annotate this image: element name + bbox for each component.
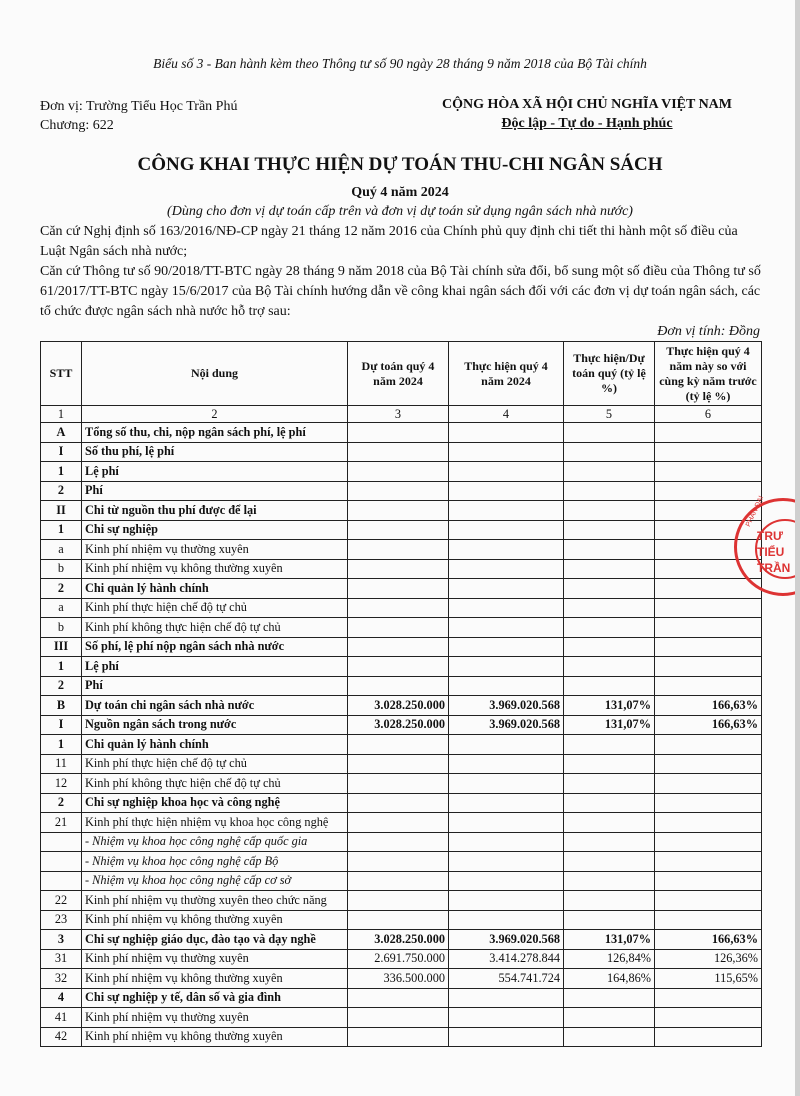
row-actual (449, 462, 564, 482)
row-yoy (655, 657, 762, 677)
row-content: Chi sự nghiệp (82, 520, 348, 540)
row-ratio: 126,84% (564, 949, 655, 969)
row-stt: 22 (41, 891, 82, 911)
row-estimate (348, 520, 449, 540)
row-yoy: 126,36% (655, 949, 762, 969)
table-row (41, 793, 762, 813)
row-ratio (564, 1008, 655, 1028)
row-content: Chi sự nghiệp giáo dục, đào tạo và dạy nghề (82, 930, 348, 950)
row-estimate (348, 1008, 449, 1028)
row-content: - Nhiệm vụ khoa học công nghệ cấp quốc gia (82, 832, 348, 852)
row-yoy: 166,63% (655, 696, 762, 716)
row-yoy (655, 481, 762, 501)
row-actual (449, 988, 564, 1008)
table-row (41, 442, 762, 462)
column-index: 4 (449, 406, 564, 423)
table-row (41, 832, 762, 852)
row-ratio (564, 676, 655, 696)
row-stt: 3 (41, 930, 82, 950)
row-estimate (348, 618, 449, 638)
row-ratio (564, 657, 655, 677)
row-estimate (348, 832, 449, 852)
row-ratio (564, 618, 655, 638)
row-content: Kinh phí không thực hiện chế độ tự chủ (82, 618, 348, 638)
header-actual: Thực hiện quý 4 năm 2024 (449, 342, 564, 406)
row-content: Kinh phí nhiệm vụ không thường xuyên (82, 1027, 348, 1047)
row-yoy (655, 579, 762, 599)
row-ratio (564, 481, 655, 501)
table-row (41, 559, 762, 579)
row-actual (449, 891, 564, 911)
row-estimate (348, 676, 449, 696)
row-content: Lệ phí (82, 657, 348, 677)
row-estimate: 336.500.000 (348, 969, 449, 989)
table-row (41, 891, 762, 911)
header-ratio: Thực hiện/Dự toán quý (tỷ lệ %) (564, 342, 655, 406)
row-ratio: 131,07% (564, 930, 655, 950)
row-ratio (564, 540, 655, 560)
row-stt: 2 (41, 676, 82, 696)
row-content: Phí (82, 676, 348, 696)
row-ratio (564, 852, 655, 872)
row-ratio (564, 501, 655, 521)
row-content: Kinh phí không thực hiện chế độ tự chủ (82, 774, 348, 794)
row-yoy (655, 891, 762, 911)
row-actual (449, 1027, 564, 1047)
row-stt: b (41, 559, 82, 579)
row-content: Kinh phí thực hiện chế độ tự chủ (82, 598, 348, 618)
row-content: Chi từ nguồn thu phí được để lại (82, 501, 348, 521)
row-content: Chi quản lý hành chính (82, 579, 348, 599)
column-index-row (41, 406, 762, 423)
row-stt: 31 (41, 949, 82, 969)
row-estimate (348, 501, 449, 521)
row-yoy (655, 676, 762, 696)
table-row (41, 598, 762, 618)
column-index: 3 (348, 406, 449, 423)
row-estimate (348, 579, 449, 599)
table-row (41, 735, 762, 755)
row-content: Nguồn ngân sách trong nước (82, 715, 348, 735)
unit-block (40, 97, 237, 135)
row-ratio (564, 891, 655, 911)
table-row (41, 969, 762, 989)
table-row (41, 715, 762, 735)
report-period: Quý 4 năm 2024 (351, 185, 449, 200)
row-estimate (348, 774, 449, 794)
row-content: Chi sự nghiệp khoa học và công nghệ (82, 793, 348, 813)
row-stt: a (41, 540, 82, 560)
seal-rim-text: PHÂN ĐẠI (745, 495, 766, 528)
row-yoy (655, 754, 762, 774)
legal-basis-decree: Căn cứ Nghị định số 163/2016/NĐ-CP ngày 21 tháng 12 năm 2016 của Chính phủ quy định chi tiết thi hành một số điều của Luật Ngân sách nhà nước; (40, 224, 738, 259)
row-yoy (655, 442, 762, 462)
table-row (41, 657, 762, 677)
row-content: Dự toán chi ngân sách nhà nước (82, 696, 348, 716)
table-row (41, 910, 762, 930)
row-estimate (348, 735, 449, 755)
row-yoy (655, 988, 762, 1008)
row-content: Kinh phí nhiệm vụ thường xuyên (82, 949, 348, 969)
row-ratio (564, 754, 655, 774)
row-estimate (348, 754, 449, 774)
row-estimate (348, 559, 449, 579)
row-yoy (655, 423, 762, 443)
table-row (41, 1027, 762, 1047)
row-stt: 4 (41, 988, 82, 1008)
row-ratio: 131,07% (564, 715, 655, 735)
document-title: CÔNG KHAI THỰC HIỆN DỰ TOÁN THU-CHI NGÂN SÁCH (137, 154, 663, 175)
row-ratio (564, 832, 655, 852)
table-row (41, 501, 762, 521)
table-row (41, 754, 762, 774)
row-estimate (348, 442, 449, 462)
table-row (41, 423, 762, 443)
row-stt: 21 (41, 813, 82, 833)
row-ratio (564, 774, 655, 794)
row-stt: a (41, 598, 82, 618)
unit-name: Đơn vị: Trường Tiểu Học Trần Phú (40, 99, 238, 114)
row-actual (449, 559, 564, 579)
row-stt: 11 (41, 754, 82, 774)
row-actual (449, 540, 564, 560)
row-stt: 2 (41, 579, 82, 599)
table-row (41, 540, 762, 560)
row-yoy (655, 598, 762, 618)
table-row (41, 871, 762, 891)
row-estimate (348, 637, 449, 657)
legal-basis-circular: Căn cứ Thông tư số 90/2018/TT-BTC ngày 28 tháng 9 năm 2018 của Bộ Tài chính sửa đổi, bổ sung một số điều của Thông tư số 61/2017/TT-BTC ngày 15/6/2017 của Bộ Tài chính hướng dẫn về công khai ngân sách đối với các đơn vị dự toán ngân sách, các tổ chức được ngân sách nhà nước hỗ trợ sau: (40, 264, 761, 319)
row-content: Lệ phí (82, 462, 348, 482)
table-row (41, 676, 762, 696)
row-actual: 554.741.724 (449, 969, 564, 989)
row-estimate (348, 988, 449, 1008)
row-actual: 3.414.278.844 (449, 949, 564, 969)
row-content: Kinh phí nhiệm vụ không thường xuyên (82, 559, 348, 579)
row-actual (449, 481, 564, 501)
row-ratio (564, 813, 655, 833)
seal-text: TRƯ (757, 529, 783, 543)
row-estimate (348, 462, 449, 482)
row-stt (41, 871, 82, 891)
row-actual: 3.969.020.568 (449, 930, 564, 950)
table-row (41, 852, 762, 872)
row-stt (41, 832, 82, 852)
row-yoy: 166,63% (655, 715, 762, 735)
currency-unit: Đơn vị tính: Đồng (657, 324, 760, 339)
row-actual: 3.969.020.568 (449, 696, 564, 716)
row-estimate (348, 813, 449, 833)
row-actual (449, 793, 564, 813)
table-row (41, 696, 762, 716)
row-ratio (564, 793, 655, 813)
row-stt: 42 (41, 1027, 82, 1047)
row-ratio (564, 637, 655, 657)
row-content: Chi quản lý hành chính (82, 735, 348, 755)
row-ratio: 164,86% (564, 969, 655, 989)
regulation-note: Biểu số 3 - Ban hành kèm theo Thông tư số 90 ngày 28 tháng 9 năm 2018 của Bộ Tài chính (153, 56, 647, 71)
header-yoy: Thực hiện quý 4 năm này so với cùng kỳ năm trước (tỷ lệ %) (655, 342, 762, 406)
row-ratio (564, 1027, 655, 1047)
row-yoy (655, 1027, 762, 1047)
row-estimate (348, 423, 449, 443)
row-estimate (348, 1027, 449, 1047)
row-yoy (655, 1008, 762, 1028)
row-actual (449, 579, 564, 599)
row-content: Kinh phí thực hiện chế độ tự chủ (82, 754, 348, 774)
row-stt: 41 (41, 1008, 82, 1028)
row-actual (449, 832, 564, 852)
row-yoy: 166,63% (655, 930, 762, 950)
row-yoy (655, 852, 762, 872)
row-stt: 1 (41, 735, 82, 755)
row-stt: 32 (41, 969, 82, 989)
row-actual (449, 852, 564, 872)
row-estimate: 3.028.250.000 (348, 715, 449, 735)
row-estimate (348, 871, 449, 891)
row-yoy (655, 813, 762, 833)
row-estimate (348, 910, 449, 930)
column-index: 1 (41, 406, 82, 423)
row-actual (449, 598, 564, 618)
row-estimate (348, 481, 449, 501)
row-content: - Nhiệm vụ khoa học công nghệ cấp cơ sở (82, 871, 348, 891)
row-stt: I (41, 442, 82, 462)
row-actual (449, 637, 564, 657)
row-actual (449, 618, 564, 638)
row-content: Chi sự nghiệp y tế, dân số và gia đình (82, 988, 348, 1008)
row-estimate (348, 657, 449, 677)
row-actual (449, 1008, 564, 1028)
row-actual: 3.969.020.568 (449, 715, 564, 735)
row-estimate (348, 598, 449, 618)
row-stt: 23 (41, 910, 82, 930)
table-row (41, 481, 762, 501)
row-ratio (564, 735, 655, 755)
row-actual (449, 813, 564, 833)
row-content: Kinh phí nhiệm vụ thường xuyên theo chức năng (82, 891, 348, 911)
table-row (41, 520, 762, 540)
seal-text: TRẦN (757, 561, 791, 575)
table-row (41, 949, 762, 969)
row-content: Kinh phí thực hiện nhiệm vụ khoa học công nghệ (82, 813, 348, 833)
row-ratio (564, 871, 655, 891)
row-content: Kinh phí nhiệm vụ không thường xuyên (82, 969, 348, 989)
row-content: Kinh phí nhiệm vụ không thường xuyên (82, 910, 348, 930)
row-yoy (655, 774, 762, 794)
table-row (41, 988, 762, 1008)
row-yoy: 115,65% (655, 969, 762, 989)
row-ratio (564, 910, 655, 930)
row-estimate (348, 793, 449, 813)
row-yoy (655, 462, 762, 482)
header-estimate: Dự toán quý 4 năm 2024 (348, 342, 449, 406)
table-row (41, 813, 762, 833)
row-yoy (655, 735, 762, 755)
table-row (41, 930, 762, 950)
row-yoy (655, 871, 762, 891)
column-index: 2 (82, 406, 348, 423)
row-content: Phí (82, 481, 348, 501)
scan-edge (795, 0, 800, 1096)
table-row (41, 774, 762, 794)
row-actual (449, 442, 564, 462)
row-ratio (564, 520, 655, 540)
row-ratio (564, 598, 655, 618)
row-ratio (564, 988, 655, 1008)
row-stt: B (41, 696, 82, 716)
row-estimate (348, 540, 449, 560)
row-stt (41, 852, 82, 872)
row-stt: III (41, 637, 82, 657)
table-row (41, 637, 762, 657)
row-actual (449, 501, 564, 521)
row-ratio (564, 462, 655, 482)
row-yoy (655, 793, 762, 813)
row-stt: A (41, 423, 82, 443)
republic-name: CỘNG HÒA XÃ HỘI CHỦ NGHĨA VIỆT NAM (441, 97, 732, 112)
table-row (41, 462, 762, 482)
row-ratio: 131,07% (564, 696, 655, 716)
row-yoy (655, 832, 762, 852)
row-yoy (655, 637, 762, 657)
row-ratio (564, 423, 655, 443)
row-content: Kinh phí nhiệm vụ thường xuyên (82, 1008, 348, 1028)
row-actual (449, 676, 564, 696)
row-actual (449, 910, 564, 930)
table-row (41, 618, 762, 638)
row-estimate (348, 891, 449, 911)
row-actual (449, 735, 564, 755)
header-content: Nội dung (82, 342, 348, 406)
budget-table (40, 341, 762, 1047)
row-content: Tổng số thu, chi, nộp ngân sách phí, lệ phí (82, 423, 348, 443)
row-actual (449, 423, 564, 443)
row-content: - Nhiệm vụ khoa học công nghệ cấp Bộ (82, 852, 348, 872)
row-content: Số phí, lệ phí nộp ngân sách nhà nước (82, 637, 348, 657)
row-stt: 1 (41, 462, 82, 482)
row-ratio (564, 559, 655, 579)
row-actual (449, 520, 564, 540)
table-header-row (41, 342, 762, 406)
table-row (41, 1008, 762, 1028)
table-row (41, 579, 762, 599)
row-stt: 1 (41, 657, 82, 677)
national-motto: Độc lập - Tự do - Hạnh phúc (501, 116, 673, 131)
row-ratio (564, 442, 655, 462)
row-estimate: 2.691.750.000 (348, 949, 449, 969)
legal-basis (40, 222, 765, 322)
row-estimate (348, 852, 449, 872)
column-index: 6 (655, 406, 762, 423)
national-heading (412, 95, 762, 133)
column-index: 5 (564, 406, 655, 423)
row-content: Số thu phí, lệ phí (82, 442, 348, 462)
row-yoy (655, 910, 762, 930)
row-actual (449, 754, 564, 774)
usage-note: (Dùng cho đơn vị dự toán cấp trên và đơn vị dự toán sử dụng ngân sách nhà nước) (167, 204, 633, 219)
row-content: Kinh phí nhiệm vụ thường xuyên (82, 540, 348, 560)
header-stt: STT (41, 342, 82, 406)
row-stt: 2 (41, 793, 82, 813)
row-actual (449, 871, 564, 891)
row-yoy (655, 618, 762, 638)
row-stt: 1 (41, 520, 82, 540)
seal-text: TIỂU (757, 545, 785, 559)
row-estimate: 3.028.250.000 (348, 930, 449, 950)
row-stt: 12 (41, 774, 82, 794)
row-stt: 2 (41, 481, 82, 501)
row-stt: b (41, 618, 82, 638)
row-actual (449, 774, 564, 794)
row-stt: I (41, 715, 82, 735)
chapter-code: Chương: 622 (40, 118, 114, 133)
row-estimate: 3.028.250.000 (348, 696, 449, 716)
row-stt: II (41, 501, 82, 521)
row-actual (449, 657, 564, 677)
row-ratio (564, 579, 655, 599)
